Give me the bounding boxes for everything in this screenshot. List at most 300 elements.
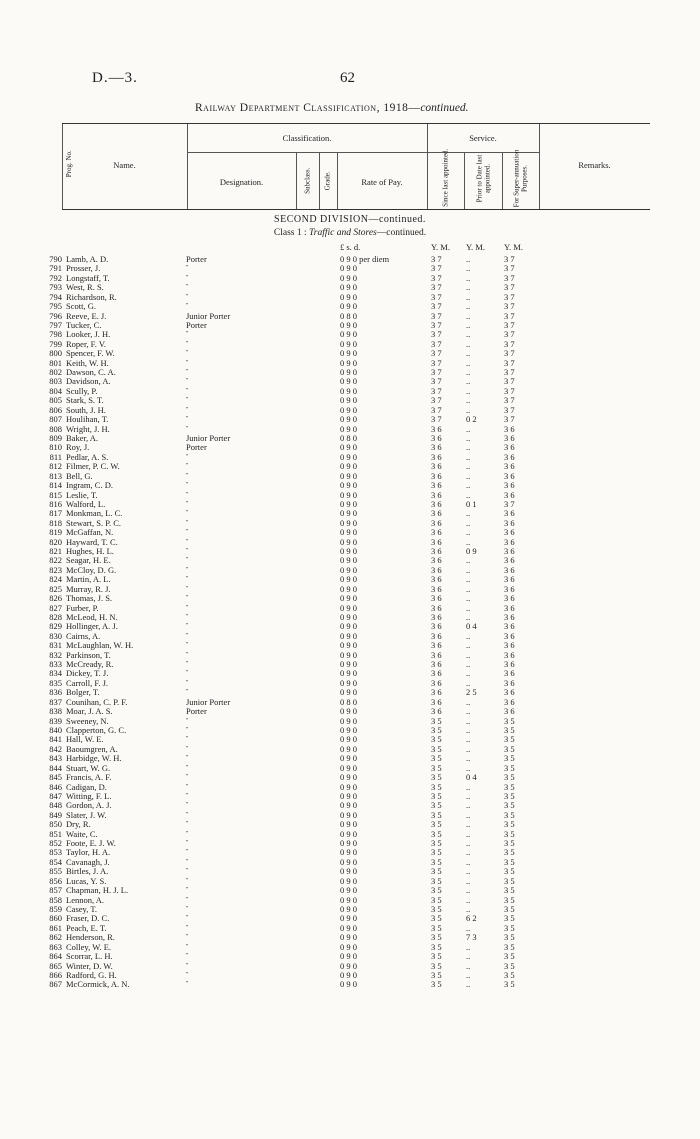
row-superannuation: 3 5 bbox=[504, 847, 515, 858]
table-title-suffix: continued. bbox=[420, 102, 469, 114]
row-rate-of-pay: 0 9 0 bbox=[340, 385, 357, 396]
row-rate-of-pay: 0 9 0 bbox=[340, 790, 357, 801]
row-superannuation: 3 7 bbox=[504, 395, 515, 406]
row-superannuation: 3 6 bbox=[504, 527, 515, 538]
row-since-last: 3 6 bbox=[431, 564, 442, 575]
row-superannuation: 3 5 bbox=[504, 715, 515, 726]
row-rate-of-pay: 0 9 0 bbox=[340, 621, 357, 632]
row-designation: " bbox=[186, 792, 189, 799]
row-prior: .. bbox=[466, 564, 471, 575]
row-prior: 0 1 bbox=[466, 498, 477, 509]
class-title-italic: Traffic and Stores bbox=[309, 228, 377, 238]
row-rate-of-pay: 0 9 0 bbox=[340, 301, 357, 312]
row-superannuation: 3 6 bbox=[504, 593, 515, 604]
row-superannuation: 3 6 bbox=[504, 536, 515, 547]
row-name: McLeod, H. N. bbox=[66, 611, 118, 622]
row-rate-of-pay: 0 9 0 bbox=[340, 753, 357, 764]
row-prog-no: 800 bbox=[49, 348, 62, 359]
row-name: Sweeney, N. bbox=[66, 715, 109, 726]
row-since-last: 3 5 bbox=[431, 941, 442, 952]
row-rate-of-pay: 0 9 0 bbox=[340, 564, 357, 575]
row-superannuation: 3 5 bbox=[504, 753, 515, 764]
row-rate-of-pay: 0 9 0 bbox=[340, 847, 357, 858]
row-prior: .. bbox=[466, 254, 471, 264]
row-prior: .. bbox=[466, 527, 471, 538]
row-name: Dickey, T. J. bbox=[66, 668, 109, 679]
row-since-last: 3 7 bbox=[431, 395, 442, 406]
row-superannuation: 3 5 bbox=[504, 960, 515, 971]
row-since-last: 3 5 bbox=[431, 753, 442, 764]
row-designation: Porter bbox=[186, 254, 207, 264]
row-prior: .. bbox=[466, 583, 471, 594]
row-prog-no: 822 bbox=[49, 555, 62, 566]
row-superannuation: 3 7 bbox=[504, 414, 515, 425]
row-prior: .. bbox=[466, 555, 471, 566]
row-superannuation: 3 6 bbox=[504, 696, 515, 707]
row-name: Houlihan, T. bbox=[66, 414, 109, 425]
row-superannuation: 3 6 bbox=[504, 451, 515, 462]
row-since-last: 3 6 bbox=[431, 602, 442, 613]
row-designation: " bbox=[186, 293, 189, 300]
row-superannuation: 3 5 bbox=[504, 838, 515, 849]
row-prog-no: 854 bbox=[49, 856, 62, 867]
row-superannuation: 3 7 bbox=[504, 498, 515, 509]
row-prior: .. bbox=[466, 743, 471, 754]
row-prior: 7 3 bbox=[466, 932, 477, 943]
row-rate-of-pay: 0 9 0 bbox=[340, 517, 357, 528]
row-designation: " bbox=[186, 595, 189, 602]
row-superannuation: 3 5 bbox=[504, 725, 515, 735]
row-superannuation: 3 6 bbox=[504, 640, 515, 651]
row-prior: .. bbox=[466, 781, 471, 792]
table-header bbox=[62, 123, 650, 210]
row-since-last: 3 5 bbox=[431, 932, 442, 943]
row-name: Thomas, J. S. bbox=[66, 593, 113, 604]
row-prior: .. bbox=[466, 800, 471, 811]
row-prior: .. bbox=[466, 282, 471, 293]
row-name: Scorrar, L. H. bbox=[66, 951, 113, 962]
row-rate-of-pay: 0 9 0 bbox=[340, 367, 357, 378]
row-since-last: 3 7 bbox=[431, 404, 442, 415]
row-prior: .. bbox=[466, 969, 471, 980]
row-since-last: 3 7 bbox=[431, 385, 442, 396]
row-superannuation: 3 5 bbox=[504, 903, 515, 914]
row-superannuation: 3 6 bbox=[504, 574, 515, 585]
row-prog-no: 846 bbox=[49, 781, 62, 792]
row-name: Roper, F. V. bbox=[66, 338, 106, 349]
row-since-last: 3 5 bbox=[431, 800, 442, 811]
row-since-last: 3 6 bbox=[431, 480, 442, 491]
row-name: Baoumgren, A. bbox=[66, 743, 118, 754]
row-prior: .. bbox=[466, 809, 471, 820]
row-rate-of-pay: 0 9 0 bbox=[340, 979, 357, 990]
row-prog-no: 840 bbox=[49, 725, 62, 735]
row-superannuation: 3 5 bbox=[504, 828, 515, 839]
row-prior: .. bbox=[466, 706, 471, 717]
row-designation: " bbox=[186, 632, 189, 639]
row-prog-no: 804 bbox=[49, 385, 62, 396]
row-name: Hall, W. E. bbox=[66, 734, 104, 745]
row-rate-of-pay: 0 9 0 bbox=[340, 715, 357, 726]
row-prior: .. bbox=[466, 574, 471, 585]
row-prog-no: 819 bbox=[49, 527, 62, 538]
row-designation: " bbox=[186, 642, 189, 649]
row-designation: " bbox=[186, 830, 189, 837]
row-prog-no: 795 bbox=[49, 301, 62, 312]
row-since-last: 3 7 bbox=[431, 376, 442, 387]
row-superannuation: 3 6 bbox=[504, 659, 515, 670]
row-prog-no: 816 bbox=[49, 498, 62, 509]
row-prior: .. bbox=[466, 404, 471, 415]
row-designation: Porter bbox=[186, 319, 207, 330]
row-designation: " bbox=[186, 840, 189, 847]
row-designation: " bbox=[186, 284, 189, 291]
division-title: SECOND DIVISION—continued. bbox=[274, 214, 426, 225]
header-rate-of-pay: Rate of Pay. bbox=[361, 177, 403, 187]
row-designation: " bbox=[186, 924, 189, 931]
row-since-last: 3 6 bbox=[431, 423, 442, 434]
row-designation: " bbox=[186, 604, 189, 611]
row-prog-no: 793 bbox=[49, 282, 62, 293]
row-superannuation: 3 5 bbox=[504, 809, 515, 820]
row-prog-no: 832 bbox=[49, 649, 62, 660]
row-prior: 0 4 bbox=[466, 772, 477, 783]
row-designation: " bbox=[186, 971, 189, 978]
header-remarks: Remarks. bbox=[578, 160, 611, 170]
row-since-last: 3 5 bbox=[431, 838, 442, 849]
row-prog-no: 836 bbox=[49, 687, 62, 698]
row-rate-of-pay: 0 9 0 bbox=[340, 536, 357, 547]
row-prog-no: 792 bbox=[49, 272, 62, 283]
row-designation: " bbox=[186, 745, 189, 752]
row-prior: .. bbox=[466, 856, 471, 867]
row-name: Scott, G. bbox=[66, 301, 96, 312]
row-prog-no: 850 bbox=[49, 819, 62, 830]
row-designation: " bbox=[186, 369, 189, 376]
header-service: Service. bbox=[469, 133, 497, 143]
row-since-last: 3 6 bbox=[431, 498, 442, 509]
row-prog-no: 839 bbox=[49, 715, 62, 726]
row-designation: " bbox=[186, 274, 189, 281]
row-since-last: 3 7 bbox=[431, 319, 442, 330]
row-superannuation: 3 6 bbox=[504, 602, 515, 613]
row-since-last: 3 6 bbox=[431, 451, 442, 462]
row-prog-no: 857 bbox=[49, 885, 62, 896]
row-rate-of-pay: 0 9 0 bbox=[340, 319, 357, 330]
row-since-last: 3 6 bbox=[431, 621, 442, 632]
row-superannuation: 3 5 bbox=[504, 781, 515, 792]
units-super: Y. M. bbox=[504, 242, 523, 252]
row-since-last: 3 7 bbox=[431, 291, 442, 302]
row-designation: Junior Porter bbox=[186, 310, 231, 321]
row-superannuation: 3 5 bbox=[504, 743, 515, 754]
row-name: Witting, F. L. bbox=[66, 790, 112, 801]
row-superannuation: 3 5 bbox=[504, 800, 515, 811]
row-name: South, J. H. bbox=[66, 404, 106, 415]
row-rate-of-pay: 0 9 0 bbox=[340, 677, 357, 688]
row-since-last: 3 7 bbox=[431, 263, 442, 274]
row-prior: .. bbox=[466, 593, 471, 604]
row-designation: " bbox=[186, 331, 189, 338]
row-rate-of-pay: 0 9 0 bbox=[340, 772, 357, 783]
row-name: Bell, G. bbox=[66, 470, 93, 481]
row-since-last: 3 6 bbox=[431, 668, 442, 679]
row-rate-of-pay: 0 9 0 bbox=[340, 357, 357, 368]
row-designation: Porter bbox=[186, 442, 207, 453]
row-designation: " bbox=[186, 679, 189, 686]
row-superannuation: 3 7 bbox=[504, 348, 515, 359]
row-superannuation: 3 6 bbox=[504, 423, 515, 434]
row-name: Slater, J. W. bbox=[66, 809, 107, 820]
units-pay: £ s. d. bbox=[340, 242, 361, 252]
header-subclass: Subclass. bbox=[303, 167, 312, 194]
row-name: Roy, J. bbox=[66, 442, 90, 453]
row-rate-of-pay: 0 9 0 bbox=[340, 329, 357, 340]
row-superannuation: 3 6 bbox=[504, 621, 515, 632]
row-prior: .. bbox=[466, 979, 471, 990]
row-superannuation: 3 6 bbox=[504, 611, 515, 622]
row-rate-of-pay: 0 9 0 bbox=[340, 423, 357, 434]
row-rate-of-pay: 0 9 0 bbox=[340, 687, 357, 698]
row-superannuation: 3 7 bbox=[504, 329, 515, 340]
row-prog-no: 866 bbox=[49, 969, 62, 980]
row-prior: .. bbox=[466, 480, 471, 491]
row-since-last: 3 6 bbox=[431, 659, 442, 670]
class-title-suffix: —continued. bbox=[376, 228, 427, 238]
row-prog-no: 858 bbox=[49, 894, 62, 905]
row-superannuation: 3 7 bbox=[504, 367, 515, 378]
row-name: McCloy, D. G. bbox=[66, 564, 117, 575]
row-name: Foote, E. J. W. bbox=[66, 838, 116, 849]
row-superannuation: 3 6 bbox=[504, 517, 515, 528]
row-designation: " bbox=[186, 962, 189, 969]
row-since-last: 3 6 bbox=[431, 546, 442, 557]
row-prior: .. bbox=[466, 715, 471, 726]
row-rate-of-pay: 0 9 0 bbox=[340, 272, 357, 283]
row-designation: " bbox=[186, 416, 189, 423]
row-since-last: 3 6 bbox=[431, 611, 442, 622]
row-rate-of-pay: 0 9 0 bbox=[340, 706, 357, 717]
row-name: Taylor, H. A. bbox=[66, 847, 111, 858]
row-rate-of-pay: 0 9 0 bbox=[340, 725, 357, 735]
row-designation: " bbox=[186, 453, 189, 460]
row-rate-of-pay: 0 9 0 bbox=[340, 414, 357, 425]
row-prog-no: 791 bbox=[49, 263, 62, 274]
row-prior: .. bbox=[466, 451, 471, 462]
row-prog-no: 794 bbox=[49, 291, 62, 302]
row-prog-no: 834 bbox=[49, 668, 62, 679]
row-name: Stuart, W. G. bbox=[66, 762, 111, 773]
row-rate-of-pay: 0 9 0 bbox=[340, 602, 357, 613]
row-designation: " bbox=[186, 529, 189, 536]
table-title bbox=[195, 102, 525, 114]
row-designation: " bbox=[186, 613, 189, 620]
row-superannuation: 3 5 bbox=[504, 819, 515, 830]
row-since-last: 3 6 bbox=[431, 442, 442, 453]
row-prior: .. bbox=[466, 903, 471, 914]
row-prog-no: 844 bbox=[49, 762, 62, 773]
row-designation: " bbox=[186, 500, 189, 507]
row-prior: .. bbox=[466, 536, 471, 547]
header-classification: Classification. bbox=[282, 133, 332, 143]
row-since-last: 3 7 bbox=[431, 310, 442, 321]
row-designation: " bbox=[186, 774, 189, 781]
row-superannuation: 3 6 bbox=[504, 583, 515, 594]
row-superannuation: 3 6 bbox=[504, 649, 515, 660]
row-since-last: 3 6 bbox=[431, 508, 442, 519]
row-rate-of-pay: 0 9 0 bbox=[340, 875, 357, 886]
page-code: D.—3. bbox=[92, 70, 138, 86]
row-superannuation: 3 7 bbox=[504, 282, 515, 293]
row-rate-of-pay: 0 9 0 bbox=[340, 338, 357, 349]
row-prog-no: 824 bbox=[49, 574, 62, 585]
row-designation: Junior Porter bbox=[186, 696, 231, 707]
row-designation: " bbox=[186, 491, 189, 498]
row-prior: .. bbox=[466, 875, 471, 886]
row-superannuation: 3 6 bbox=[504, 668, 515, 679]
table-row bbox=[0, 979, 700, 989]
row-name: Reeve, E. J. bbox=[66, 310, 107, 321]
row-superannuation: 3 5 bbox=[504, 772, 515, 783]
row-designation: " bbox=[186, 736, 189, 743]
row-prior: .. bbox=[466, 677, 471, 688]
class-title bbox=[0, 228, 700, 238]
row-rate-of-pay: 0 9 0 bbox=[340, 611, 357, 622]
row-designation: " bbox=[186, 510, 189, 517]
row-name: Francis, A. F. bbox=[66, 772, 112, 783]
row-prog-no: 865 bbox=[49, 960, 62, 971]
row-prog-no: 856 bbox=[49, 875, 62, 886]
row-since-last: 3 6 bbox=[431, 470, 442, 481]
row-rate-of-pay: 0 9 0 bbox=[340, 395, 357, 406]
row-name: Cairns, A. bbox=[66, 630, 101, 641]
row-since-last: 3 6 bbox=[431, 517, 442, 528]
row-name: Stark, S. T. bbox=[66, 395, 104, 406]
row-prior: .. bbox=[466, 338, 471, 349]
row-since-last: 3 5 bbox=[431, 969, 442, 980]
row-prior: .. bbox=[466, 951, 471, 962]
row-prior: .. bbox=[466, 894, 471, 905]
row-rate-of-pay: 0 9 0 bbox=[340, 282, 357, 293]
row-prog-no: 862 bbox=[49, 932, 62, 943]
row-superannuation: 3 5 bbox=[504, 894, 515, 905]
row-since-last: 3 5 bbox=[431, 903, 442, 914]
row-since-last: 3 5 bbox=[431, 809, 442, 820]
row-since-last: 3 6 bbox=[431, 677, 442, 688]
row-designation: " bbox=[186, 877, 189, 884]
row-prog-no: 796 bbox=[49, 310, 62, 321]
row-prog-no: 807 bbox=[49, 414, 62, 425]
row-rate-of-pay: 0 9 0 bbox=[340, 960, 357, 971]
header-designation: Designation. bbox=[219, 177, 264, 187]
row-rate-of-pay: 0 9 0 bbox=[340, 762, 357, 773]
row-since-last: 3 5 bbox=[431, 828, 442, 839]
row-rate-of-pay: 0 8 0 bbox=[340, 310, 357, 321]
row-prog-no: 859 bbox=[49, 903, 62, 914]
row-since-last: 3 6 bbox=[431, 696, 442, 707]
row-name: Henderson, R. bbox=[66, 932, 115, 943]
row-designation: " bbox=[186, 915, 189, 922]
row-designation: " bbox=[186, 934, 189, 941]
row-since-last: 3 5 bbox=[431, 743, 442, 754]
row-name: Scully, P. bbox=[66, 385, 98, 396]
row-superannuation: 3 6 bbox=[504, 687, 515, 698]
row-name: Casey, T. bbox=[66, 903, 98, 914]
row-designation: " bbox=[186, 981, 189, 988]
row-name: McCready, R. bbox=[66, 659, 114, 670]
row-rate-of-pay: 0 9 0 bbox=[340, 555, 357, 566]
row-prog-no: 833 bbox=[49, 659, 62, 670]
row-rate-of-pay: 0 9 0 bbox=[340, 819, 357, 830]
row-since-last: 3 6 bbox=[431, 649, 442, 660]
row-designation: " bbox=[186, 397, 189, 404]
row-since-last: 3 6 bbox=[431, 461, 442, 472]
row-prog-no: 863 bbox=[49, 941, 62, 952]
row-superannuation: 3 7 bbox=[504, 404, 515, 415]
row-name: Furber, P. bbox=[66, 602, 99, 613]
row-since-last: 3 5 bbox=[431, 894, 442, 905]
row-prior: .. bbox=[466, 329, 471, 340]
row-prior: .. bbox=[466, 489, 471, 500]
header-superannuation: For Super-annuation Purposes. bbox=[512, 149, 528, 208]
row-since-last: 3 5 bbox=[431, 847, 442, 858]
row-since-last: 3 6 bbox=[431, 432, 442, 443]
row-prog-no: 828 bbox=[49, 611, 62, 622]
row-superannuation: 3 6 bbox=[504, 489, 515, 500]
row-name: Monkman, L. C. bbox=[66, 508, 123, 519]
units-prior: Y. M. bbox=[466, 242, 485, 252]
row-designation: " bbox=[186, 896, 189, 903]
row-prior: .. bbox=[466, 885, 471, 896]
row-prog-no: 829 bbox=[49, 621, 62, 632]
row-prog-no: 801 bbox=[49, 357, 62, 368]
row-designation: " bbox=[186, 651, 189, 658]
row-name: Lucas, Y. S. bbox=[66, 875, 107, 886]
row-prog-no: 827 bbox=[49, 602, 62, 613]
row-since-last: 3 6 bbox=[431, 536, 442, 547]
row-since-last: 3 5 bbox=[431, 725, 442, 735]
row-name: Bolger, T. bbox=[66, 687, 100, 698]
row-name: McCormick, A. N. bbox=[66, 979, 130, 990]
row-rate-of-pay: 0 9 0 bbox=[340, 470, 357, 481]
row-name: Seagar, H. E. bbox=[66, 555, 111, 566]
row-designation: " bbox=[186, 340, 189, 347]
row-since-last: 3 5 bbox=[431, 913, 442, 924]
row-rate-of-pay: 0 8 0 bbox=[340, 432, 357, 443]
row-rate-of-pay: 0 9 0 bbox=[340, 574, 357, 585]
row-rate-of-pay: 0 9 0 bbox=[340, 668, 357, 679]
row-designation: " bbox=[186, 764, 189, 771]
row-name: Peach, E. T. bbox=[66, 922, 107, 933]
row-designation: " bbox=[186, 811, 189, 818]
row-superannuation: 3 6 bbox=[504, 546, 515, 557]
row-prog-no: 860 bbox=[49, 913, 62, 924]
row-rate-of-pay: 0 9 0 bbox=[340, 856, 357, 867]
row-superannuation: 3 5 bbox=[504, 790, 515, 801]
row-prior: .. bbox=[466, 461, 471, 472]
row-rate-of-pay: 0 9 0 bbox=[340, 480, 357, 491]
row-since-last: 3 5 bbox=[431, 734, 442, 745]
row-rate-of-pay: 0 9 0 bbox=[340, 546, 357, 557]
row-rate-of-pay: 0 9 0 per diem bbox=[340, 254, 390, 264]
row-prog-no: 845 bbox=[49, 772, 62, 783]
row-since-last: 3 6 bbox=[431, 574, 442, 585]
row-prior: .. bbox=[466, 319, 471, 330]
row-since-last: 3 5 bbox=[431, 922, 442, 933]
row-prog-no: 790 bbox=[49, 254, 62, 264]
row-prog-no: 843 bbox=[49, 753, 62, 764]
row-prior: .. bbox=[466, 734, 471, 745]
